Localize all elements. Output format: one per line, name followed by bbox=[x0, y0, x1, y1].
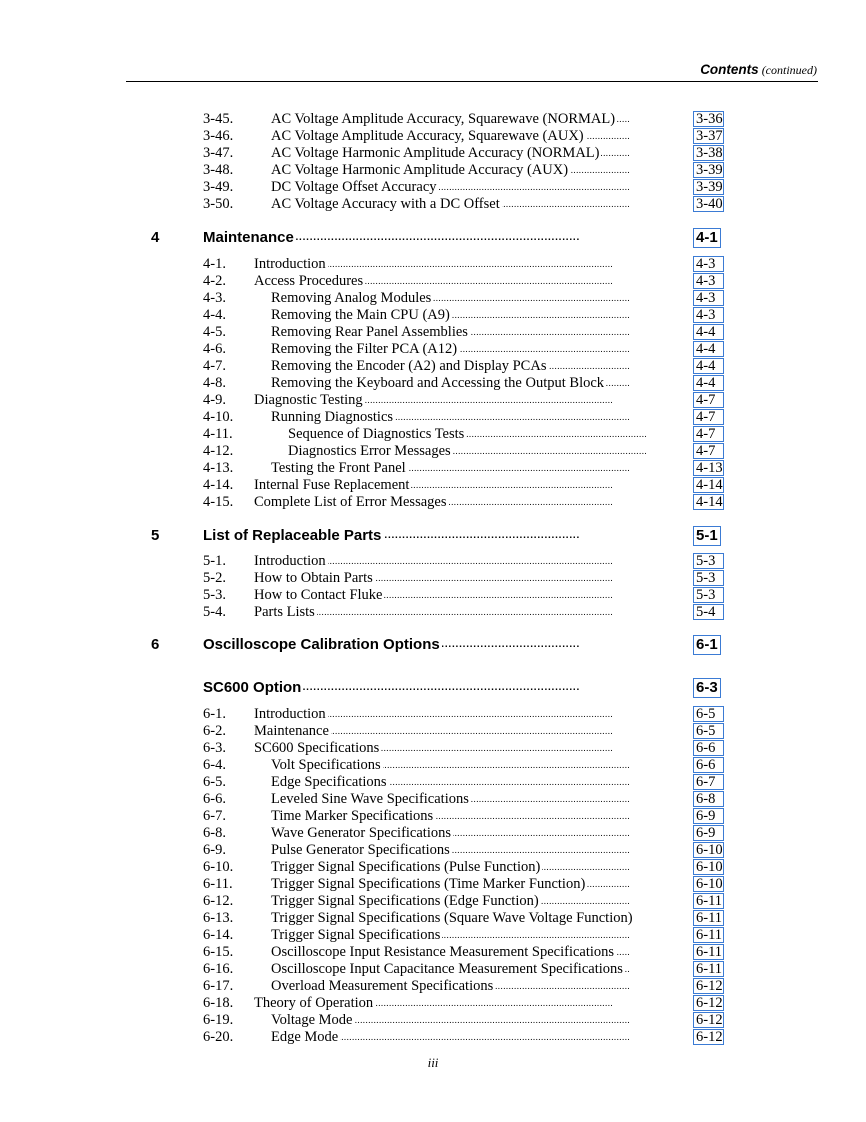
page-link[interactable]: 4-3 bbox=[693, 256, 724, 272]
toc-entry[interactable]: 6-15. Oscilloscope Input Resistance Measurement Specifications . . . 6-11 bbox=[0, 944, 866, 961]
toc-entry[interactable]: 6-14. Trigger Signal Specifications . . . 6-11 bbox=[0, 927, 866, 944]
page-link[interactable]: 6-10 bbox=[693, 842, 724, 858]
page-link[interactable]: 6-6 bbox=[693, 740, 724, 756]
page-link[interactable]: 6-11 bbox=[693, 910, 724, 926]
page-link[interactable]: 4-4 bbox=[693, 375, 724, 391]
page-link[interactable]: 4-4 bbox=[693, 324, 724, 340]
page-link[interactable]: 5-3 bbox=[693, 587, 724, 603]
page-link[interactable]: 6-8 bbox=[693, 791, 724, 807]
toc-entry[interactable]: 5-2. How to Obtain Parts . . . 5-3 bbox=[0, 570, 866, 587]
toc-entry[interactable]: 6-8. Wave Generator Specifications . . . 6-9 bbox=[0, 825, 866, 842]
toc-entry[interactable]: 3-45. AC Voltage Amplitude Accuracy, Squarewave (NORMAL) . . . 3-36 bbox=[0, 111, 866, 128]
toc-entry[interactable]: 4-10. Running Diagnostics . . . 4-7 bbox=[0, 409, 866, 426]
page-link[interactable]: 6-12 bbox=[693, 978, 724, 994]
toc-entry[interactable]: 4-11. Sequence of Diagnostics Tests . . . 4-7 bbox=[0, 426, 866, 443]
toc-entry[interactable]: 4-7. Removing the Encoder (A2) and Display PCAs . . . 4-4 bbox=[0, 358, 866, 375]
page-link[interactable]: 4-4 bbox=[693, 341, 724, 357]
toc-entry[interactable]: 6-18. Theory of Operation . . . 6-12 bbox=[0, 995, 866, 1012]
toc-entry[interactable]: 6-16. Oscilloscope Input Capacitance Measurement Specifications . . . 6-11 bbox=[0, 961, 866, 978]
page-link[interactable]: 4-4 bbox=[693, 358, 724, 374]
toc-entry[interactable]: 6-3. SC600 Specifications . . . 6-6 bbox=[0, 740, 866, 757]
toc-entry[interactable]: 6-13. Trigger Signal Specifications (Square Wave Voltage Function) . . . 6-11 bbox=[0, 910, 866, 927]
toc-entry[interactable]: 4-12. Diagnostics Error Messages . . . 4-7 bbox=[0, 443, 866, 460]
page-link[interactable]: 4-14 bbox=[693, 494, 724, 510]
page-link[interactable]: 4-3 bbox=[693, 290, 724, 306]
page-link[interactable]: 6-12 bbox=[693, 1012, 724, 1028]
page-link[interactable]: 3-37 bbox=[693, 128, 724, 144]
page-link[interactable]: 4-14 bbox=[693, 477, 724, 493]
page-link[interactable]: 6-11 bbox=[693, 893, 724, 909]
toc-entry[interactable]: 4-8. Removing the Keyboard and Accessing the Output Block . . . 4-4 bbox=[0, 375, 866, 392]
page-link[interactable]: 6-10 bbox=[693, 859, 724, 875]
toc-entry[interactable]: 4-3. Removing Analog Modules . . . 4-3 bbox=[0, 290, 866, 307]
header-rule bbox=[126, 81, 818, 82]
toc-entry[interactable]: 4-1. Introduction . . . 4-3 bbox=[0, 256, 866, 273]
page-link[interactable]: 6-11 bbox=[693, 927, 724, 943]
page-link[interactable]: 4-13 bbox=[693, 460, 724, 476]
toc-entry[interactable]: 6-11. Trigger Signal Specifications (Time Marker Function) . . . 6-10 bbox=[0, 876, 866, 893]
page-link[interactable]: 4-3 bbox=[693, 273, 724, 289]
toc-entry[interactable]: 6-9. Pulse Generator Specifications . . . 6-10 bbox=[0, 842, 866, 859]
toc-entry[interactable]: 6-1. Introduction . . . 6-5 bbox=[0, 706, 866, 723]
page-link[interactable]: 4-7 bbox=[693, 426, 724, 442]
toc-entry[interactable]: 4-14. Internal Fuse Replacement . . . 4-14 bbox=[0, 477, 866, 494]
page-link[interactable]: 4-7 bbox=[693, 409, 724, 425]
page-link[interactable]: 5-3 bbox=[693, 570, 724, 586]
toc-entry[interactable]: 4-4. Removing the Main CPU (A9) . . . 4-3 bbox=[0, 307, 866, 324]
toc-entry[interactable]: 3-46. AC Voltage Amplitude Accuracy, Squarewave (AUX) . . . 3-37 bbox=[0, 128, 866, 145]
toc-entry[interactable]: 5-3. How to Contact Fluke . . . 5-3 bbox=[0, 587, 866, 604]
toc-entry[interactable]: 3-48. AC Voltage Harmonic Amplitude Accuracy (AUX) . . . 3-39 bbox=[0, 162, 866, 179]
toc-entry[interactable]: 6-20. Edge Mode . . . 6-12 bbox=[0, 1029, 866, 1046]
page-link[interactable]: 5-3 bbox=[693, 553, 724, 569]
toc-entry[interactable]: 5-1. Introduction . . . 5-3 bbox=[0, 553, 866, 570]
toc-entry[interactable]: 6-4. Volt Specifications . . . 6-6 bbox=[0, 757, 866, 774]
toc-entry[interactable]: 6-2. Maintenance . . . 6-5 bbox=[0, 723, 866, 740]
toc-entry[interactable]: 6-17. Overload Measurement Specifications . . . 6-12 bbox=[0, 978, 866, 995]
toc-entry[interactable]: 4-15. Complete List of Error Messages . . . 4-14 bbox=[0, 494, 866, 511]
page-link[interactable]: 3-38 bbox=[693, 145, 724, 161]
page-link[interactable]: 3-36 bbox=[693, 111, 724, 127]
page-link[interactable]: 3-39 bbox=[693, 179, 724, 195]
page-link[interactable]: 6-7 bbox=[693, 774, 724, 790]
page-link[interactable]: 6-5 bbox=[693, 723, 724, 739]
page-link[interactable]: 3-39 bbox=[693, 162, 724, 178]
page-link[interactable]: 6-1 bbox=[693, 635, 721, 655]
page-link[interactable]: 6-12 bbox=[693, 1029, 724, 1045]
page-link[interactable]: 6-6 bbox=[693, 757, 724, 773]
toc-entry[interactable]: 6-10. Trigger Signal Specifications (Pulse Function) . . . 6-10 bbox=[0, 859, 866, 876]
page-link[interactable]: 5-4 bbox=[693, 604, 724, 620]
page-number: iii bbox=[427, 1055, 439, 1070]
chapter-heading[interactable]: 4 Maintenance . . . 4-1 bbox=[0, 228, 866, 248]
page-link[interactable]: 4-7 bbox=[693, 443, 724, 459]
page-link[interactable]: 6-5 bbox=[693, 706, 724, 722]
toc-entry[interactable]: 6-5. Edge Specifications . . . 6-7 bbox=[0, 774, 866, 791]
toc-entry[interactable]: 4-6. Removing the Filter PCA (A12) . . . 4-4 bbox=[0, 341, 866, 358]
toc-entry[interactable]: 6-12. Trigger Signal Specifications (Edge Function) . . . 6-11 bbox=[0, 893, 866, 910]
page-link[interactable]: 5-1 bbox=[693, 526, 721, 546]
toc-entry[interactable]: 4-13. Testing the Front Panel . . . 4-13 bbox=[0, 460, 866, 477]
page-link[interactable]: 6-11 bbox=[693, 944, 724, 960]
page-link[interactable]: 6-3 bbox=[693, 678, 721, 698]
page-link[interactable]: 6-10 bbox=[693, 876, 724, 892]
toc-entry[interactable]: 5-4. Parts Lists . . . 5-4 bbox=[0, 604, 866, 621]
toc-entry[interactable]: 6-7. Time Marker Specifications . . . 6-9 bbox=[0, 808, 866, 825]
toc-entry[interactable]: 3-50. AC Voltage Accuracy with a DC Offset . . . 3-40 bbox=[0, 196, 866, 213]
page-header-title: Contents (continued) bbox=[700, 62, 817, 77]
toc-entry[interactable]: 6-19. Voltage Mode . . . 6-12 bbox=[0, 1012, 866, 1029]
toc-entry[interactable]: 6-6. Leveled Sine Wave Specifications . . . 6-8 bbox=[0, 791, 866, 808]
page-link[interactable]: 4-7 bbox=[693, 392, 724, 408]
page-link[interactable]: 6-9 bbox=[693, 808, 724, 824]
page-link[interactable]: 6-11 bbox=[693, 961, 724, 977]
section-heading[interactable]: SC600 Option . . . 6-3 bbox=[0, 678, 866, 698]
page-link[interactable]: 4-1 bbox=[693, 228, 721, 248]
toc-entry[interactable]: 3-47. AC Voltage Harmonic Amplitude Accuracy (NORMAL) . . . 3-38 bbox=[0, 145, 866, 162]
toc-entry[interactable]: 4-5. Removing Rear Panel Assemblies . . . 4-4 bbox=[0, 324, 866, 341]
header-continued: (continued) bbox=[761, 63, 817, 77]
toc-entry[interactable]: 3-49. DC Voltage Offset Accuracy . . . 3-39 bbox=[0, 179, 866, 196]
page-link[interactable]: 6-12 bbox=[693, 995, 724, 1011]
chapter-heading[interactable]: 6 Oscilloscope Calibration Options . . . 6-1 bbox=[0, 635, 866, 655]
toc-entry[interactable]: 4-9. Diagnostic Testing . . . 4-7 bbox=[0, 392, 866, 409]
page-link[interactable]: 4-3 bbox=[693, 307, 724, 323]
page-link[interactable]: 6-9 bbox=[693, 825, 724, 841]
toc-entry[interactable]: 4-2. Access Procedures . . . 4-3 bbox=[0, 273, 866, 290]
chapter-heading[interactable]: 5 List of Replaceable Parts . . . 5-1 bbox=[0, 526, 866, 546]
page-link[interactable]: 3-40 bbox=[693, 196, 724, 212]
